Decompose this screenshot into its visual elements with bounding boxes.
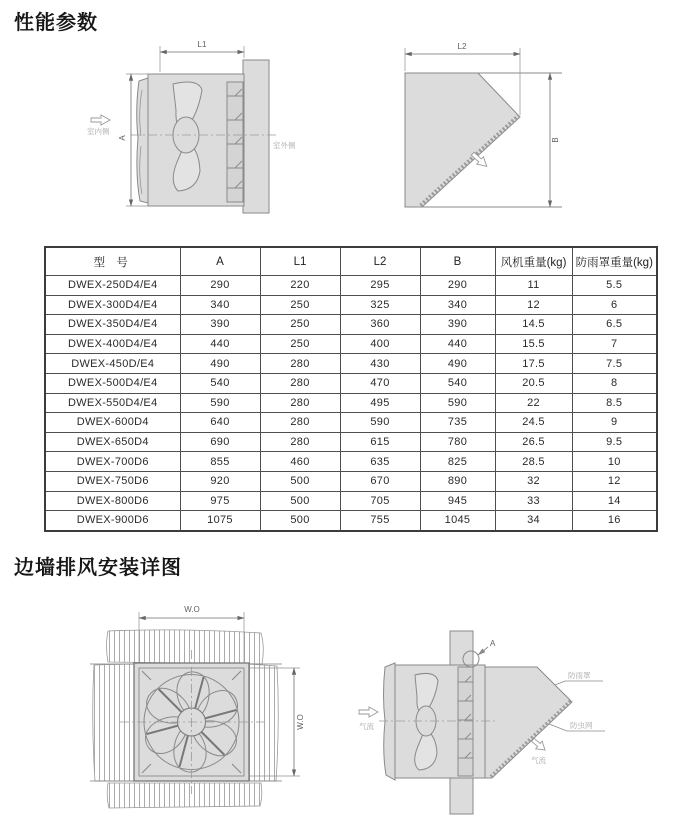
fan-blades [415,673,438,770]
header-row [45,247,657,276]
rain-hood-body [405,73,520,207]
insect-screen-callout [549,720,605,731]
value-cell: 340 [420,295,495,315]
airflow-arrow-icon [359,707,378,717]
value-cell: 890 [420,471,495,491]
value-cell: 295 [340,276,420,296]
rain-hood-body [473,667,572,778]
col-hood-weight: 防雨罩重量(kg) [572,247,657,276]
value-cell: 705 [340,491,420,511]
value-cell: 460 [260,452,340,472]
dim-label-b: B [551,137,560,143]
value-cell: 440 [420,334,495,354]
dim-label-l2: L2 [457,42,467,51]
value-cell: 14 [572,491,657,511]
value-cell: 280 [260,432,340,452]
value-cell: 490 [420,354,495,374]
value-cell: 495 [340,393,420,413]
value-cell: 250 [260,315,340,335]
col-model: 型 号 [45,247,180,276]
col-a: A [180,247,260,276]
value-cell: 22 [495,393,572,413]
value-cell: 325 [340,295,420,315]
value-cell: 15.5 [495,334,572,354]
value-cell: 7 [572,334,657,354]
value-cell: 855 [180,452,260,472]
value-cell: 670 [340,471,420,491]
value-cell: 360 [340,315,420,335]
fan-side-view-diagram [85,38,315,235]
value-cell: 615 [340,432,420,452]
value-cell: 590 [180,393,260,413]
model-cell: DWEX-400D4/E4 [45,334,180,354]
section-title-installation: 边墙排风安装详图 [14,557,182,579]
installation-side-view-diagram [355,605,645,823]
model-cell: DWEX-450D/E4 [45,354,180,374]
indoor-side-label: 室内侧 [87,127,110,136]
table-row [45,373,657,393]
value-cell: 390 [180,315,260,335]
airflow-left-label: 气流 [359,722,374,731]
value-cell: 1075 [180,511,260,531]
value-cell: 440 [180,334,260,354]
value-cell: 12 [495,295,572,315]
model-cell: DWEX-500D4/E4 [45,373,180,393]
value-cell: 540 [420,373,495,393]
installation-front-view-diagram [72,600,322,824]
value-cell: 470 [340,373,420,393]
value-cell: 500 [260,471,340,491]
value-cell: 590 [420,393,495,413]
value-cell: 32 [495,471,572,491]
col-b: B [420,247,495,276]
col-l2: L2 [340,247,420,276]
value-cell: 280 [260,413,340,433]
value-cell: 9 [572,413,657,433]
value-cell: 755 [340,511,420,531]
outdoor-side-label: 室外侧 [273,141,296,150]
value-cell: 735 [420,413,495,433]
value-cell: 290 [420,276,495,296]
value-cell: 12 [572,471,657,491]
value-cell: 490 [180,354,260,374]
table-row [45,315,657,335]
wall-plate [243,60,269,213]
spec-table [44,246,658,532]
detail-label-a: A [490,639,496,648]
value-cell: 8 [572,373,657,393]
shutter-strip [227,82,243,202]
rain-hood-side-view-diagram [390,38,615,235]
table-row [45,511,657,531]
section-title-performance: 性能参数 [14,12,98,34]
dim-label-wo-right: W.O [296,714,305,730]
value-cell: 17.5 [495,354,572,374]
value-cell: 33 [495,491,572,511]
value-cell: 290 [180,276,260,296]
model-cell: DWEX-550D4/E4 [45,393,180,413]
model-cell: DWEX-750D6 [45,471,180,491]
value-cell: 540 [180,373,260,393]
value-cell: 945 [420,491,495,511]
value-cell: 1045 [420,511,495,531]
model-cell: DWEX-700D6 [45,452,180,472]
model-cell: DWEX-350D4/E4 [45,315,180,335]
col-l1: L1 [260,247,340,276]
value-cell: 7.5 [572,354,657,374]
insect-screen-label: 防虫网 [570,721,593,730]
spec-table-header [45,247,657,276]
value-cell: 825 [420,452,495,472]
airflow-right-label: 气流 [531,756,546,765]
value-cell: 400 [340,334,420,354]
value-cell: 340 [180,295,260,315]
rain-hood-label: 防雨罩 [568,671,591,680]
table-row [45,413,657,433]
table-row [45,491,657,511]
value-cell: 14.5 [495,315,572,335]
table-row [45,354,657,374]
value-cell: 690 [180,432,260,452]
dim-label-l1: L1 [197,40,207,49]
rain-hood-callout [555,670,603,685]
col-fan-weight: 风机重量(kg) [495,247,572,276]
value-cell: 590 [340,413,420,433]
value-cell: 250 [260,295,340,315]
value-cell: 20.5 [495,373,572,393]
value-cell: 10 [572,452,657,472]
dimension-l1 [160,40,244,72]
value-cell: 8.5 [572,393,657,413]
value-cell: 975 [180,491,260,511]
value-cell: 250 [260,334,340,354]
value-cell: 390 [420,315,495,335]
fan-blades [173,82,202,191]
shutter-strip [458,667,473,776]
table-row [45,295,657,315]
table-row [45,452,657,472]
value-cell: 24.5 [495,413,572,433]
spec-table-body [45,276,657,531]
value-cell: 9.5 [572,432,657,452]
value-cell: 11 [495,276,572,296]
value-cell: 500 [260,491,340,511]
value-cell: 16 [572,511,657,531]
value-cell: 34 [495,511,572,531]
dimension-b [550,73,560,207]
table-row [45,334,657,354]
model-cell: DWEX-800D6 [45,491,180,511]
model-cell: DWEX-650D4 [45,432,180,452]
value-cell: 280 [260,354,340,374]
model-cell: DWEX-300D4/E4 [45,295,180,315]
dim-label-wo-top: W.O [184,605,200,614]
value-cell: 28.5 [495,452,572,472]
model-cell: DWEX-600D4 [45,413,180,433]
value-cell: 5.5 [572,276,657,296]
value-cell: 220 [260,276,340,296]
value-cell: 635 [340,452,420,472]
model-cell: DWEX-250D4/E4 [45,276,180,296]
airflow-arrow-icon [91,115,110,125]
value-cell: 280 [260,373,340,393]
value-cell: 26.5 [495,432,572,452]
value-cell: 920 [180,471,260,491]
table-row [45,432,657,452]
value-cell: 430 [340,354,420,374]
value-cell: 500 [260,511,340,531]
value-cell: 640 [180,413,260,433]
value-cell: 6.5 [572,315,657,335]
model-cell: DWEX-900D6 [45,511,180,531]
table-row [45,471,657,491]
table-row [45,393,657,413]
value-cell: 780 [420,432,495,452]
value-cell: 6 [572,295,657,315]
table-row [45,276,657,296]
dim-label-a: A [118,135,127,141]
value-cell: 280 [260,393,340,413]
